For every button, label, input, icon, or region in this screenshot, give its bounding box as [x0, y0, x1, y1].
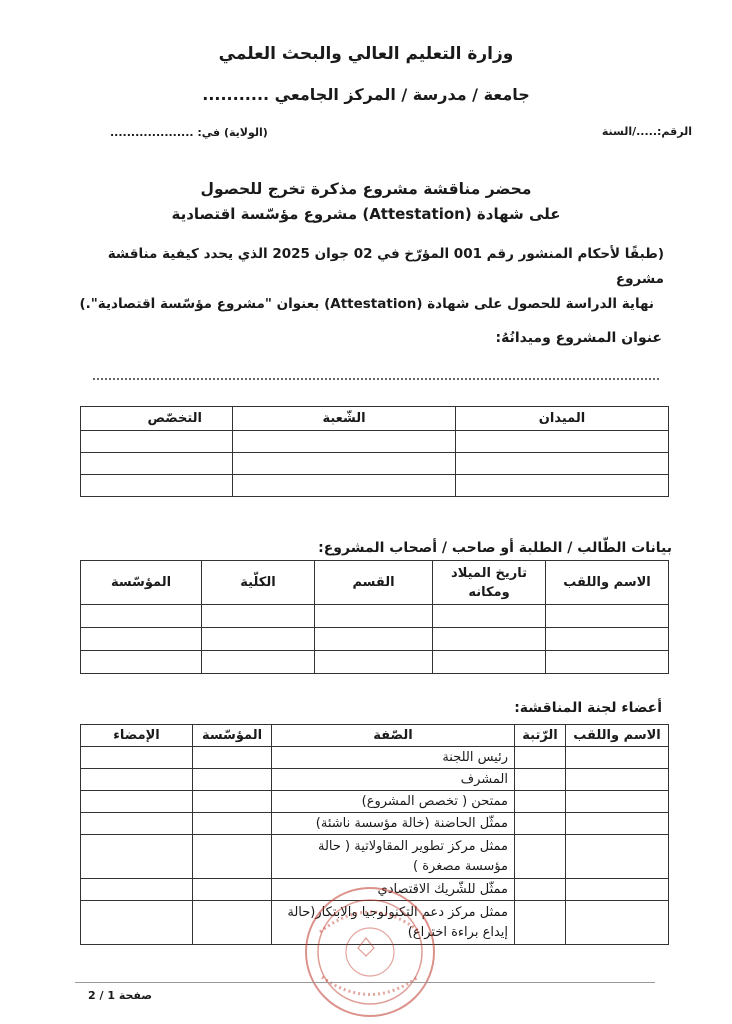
cell[interactable]: [315, 628, 433, 651]
cell[interactable]: [81, 475, 233, 497]
ministry-title: وزارة التعليم العالي والبحث العلمي: [218, 44, 514, 64]
role-examiner: ممتحن ( تخصص المشروع): [272, 791, 515, 813]
table-row: [81, 813, 669, 835]
col-name: الاسم واللقب: [566, 725, 669, 747]
col-birth: تاريخ الميلاد ومكانه: [433, 561, 546, 605]
col-signature: الإمضاء: [81, 725, 193, 747]
cell[interactable]: [193, 769, 272, 791]
cell[interactable]: [233, 431, 456, 453]
cell[interactable]: [81, 879, 193, 901]
cell[interactable]: [193, 901, 272, 945]
students-table: [80, 560, 669, 674]
cell[interactable]: [566, 879, 669, 901]
official-stamp-icon: [300, 882, 440, 1022]
cell[interactable]: [193, 747, 272, 769]
cell[interactable]: [202, 628, 315, 651]
col-institution: المؤسّسة: [193, 725, 272, 747]
cell[interactable]: [81, 747, 193, 769]
document-title-line2: على شهادة (Attestation) مشروع مؤسّسة اقتصادية: [171, 205, 561, 223]
col-specialty: التخصّص: [81, 407, 233, 431]
project-title-dotted-line: [93, 368, 659, 380]
table-row: [81, 453, 669, 475]
cell[interactable]: [515, 879, 566, 901]
reference-number: الرقم:...../السنة: [601, 125, 692, 138]
cell[interactable]: [566, 901, 669, 945]
students-heading: بيانات الطّالب / الطلبة أو صاحب / أصحاب المشروع:: [318, 540, 672, 556]
cell[interactable]: [566, 791, 669, 813]
role-chair: رئيس اللجنة: [272, 747, 515, 769]
role-entrepreneurship-center: ممثل مركز تطوير المقاولاتية ( حالة مؤسسة مصغرة ): [272, 835, 515, 879]
table-row: [81, 651, 669, 674]
table-row: [81, 769, 669, 791]
cell[interactable]: [546, 628, 669, 651]
table-row: [81, 431, 669, 453]
role-economic-partner: ممثّل للشّريك الاقتصادي: [272, 879, 515, 901]
cell[interactable]: [433, 605, 546, 628]
cell[interactable]: [315, 651, 433, 674]
role-supervisor: المشرف: [272, 769, 515, 791]
cell[interactable]: [433, 628, 546, 651]
preamble: [64, 242, 664, 317]
cell[interactable]: [546, 605, 669, 628]
cell[interactable]: [515, 901, 566, 945]
cell[interactable]: [515, 769, 566, 791]
role-incubator: ممثّل الحاضنة (خالة مؤسسة ناشئة): [272, 813, 515, 835]
cell[interactable]: [566, 769, 669, 791]
cell[interactable]: [81, 791, 193, 813]
col-name: الاسم واللقب: [546, 561, 669, 605]
cell[interactable]: [193, 835, 272, 879]
table-row: [81, 835, 669, 879]
role-tech-center: ممثل مركز دعم التكنولوجيا والابتكار(حالة إيداع براءة اختراع): [272, 901, 515, 945]
table-row: [81, 747, 669, 769]
cell[interactable]: [566, 835, 669, 879]
cell[interactable]: [193, 813, 272, 835]
cell[interactable]: [515, 813, 566, 835]
cell[interactable]: [456, 431, 669, 453]
cell[interactable]: [202, 651, 315, 674]
project-heading: عنوان المشروع وميدانُهُ:: [495, 330, 662, 346]
cell[interactable]: [433, 651, 546, 674]
cell[interactable]: [81, 813, 193, 835]
cell[interactable]: [81, 453, 233, 475]
cell[interactable]: [81, 605, 202, 628]
cell[interactable]: [315, 605, 433, 628]
col-faculty: الكلّية: [202, 561, 315, 605]
cell[interactable]: [566, 813, 669, 835]
table-row: [81, 628, 669, 651]
cell[interactable]: [81, 628, 202, 651]
project-table: [80, 406, 669, 497]
table-row: [81, 791, 669, 813]
cell[interactable]: [515, 835, 566, 879]
cell[interactable]: [81, 431, 233, 453]
col-institution: المؤسّسة: [81, 561, 202, 605]
table-row: [81, 605, 669, 628]
cell[interactable]: [515, 791, 566, 813]
table-row: [81, 475, 669, 497]
cell[interactable]: [456, 453, 669, 475]
col-department: القسم: [315, 561, 433, 605]
cell[interactable]: [81, 901, 193, 945]
col-rank: الرّتبة: [515, 725, 566, 747]
cell[interactable]: [193, 879, 272, 901]
wilaya-date: (الولاية) في: ....................: [110, 126, 268, 139]
cell[interactable]: [233, 453, 456, 475]
cell[interactable]: [566, 747, 669, 769]
cell[interactable]: [202, 605, 315, 628]
cell[interactable]: [81, 835, 193, 879]
institution-title: جامعة / مدرسة / المركز الجامعي ...........: [202, 85, 530, 104]
preamble-line1: (طبقًا لأحكام المنشور رقم 001 المؤرّخ في 02 جوان 2025 الذي يحدد كيفية مناقشة مشروع: [107, 246, 664, 287]
cell[interactable]: [456, 475, 669, 497]
cell[interactable]: [546, 651, 669, 674]
committee-heading: أعضاء لجنة المناقشة:: [514, 700, 662, 716]
col-domain: الميدان: [456, 407, 669, 431]
col-role: الصّفة: [272, 725, 515, 747]
cell[interactable]: [81, 769, 193, 791]
cell[interactable]: [81, 651, 202, 674]
preamble-line2: نهاية الدراسة للحصول على شهادة (Attestation) بعنوان "مشروع مؤسّسة اقتصادية".): [79, 296, 654, 312]
col-branch: الشّعبة: [233, 407, 456, 431]
footer-divider: [75, 982, 655, 983]
page-number: صفحة 1 / 2: [88, 989, 152, 1002]
cell[interactable]: [233, 475, 456, 497]
cell[interactable]: [193, 791, 272, 813]
cell[interactable]: [515, 747, 566, 769]
document-title-line1: محضر مناقشة مشروع مذكرة تخرج للحصول: [200, 180, 532, 198]
